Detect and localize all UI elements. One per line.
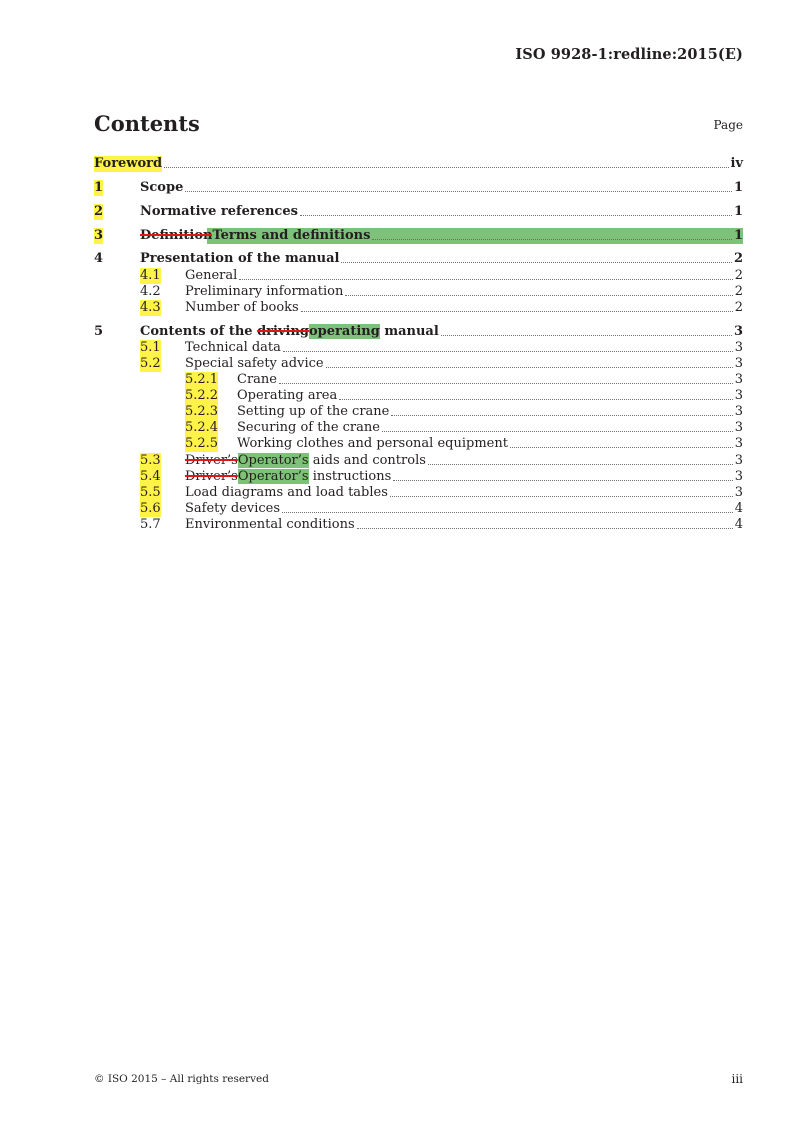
dot-leader [393,469,732,481]
title-fragment: Scope [140,180,184,195]
toc-entry-title [185,284,343,300]
toc-entry-title [185,517,355,533]
toc-entry-page: 3 [734,356,743,371]
toc-entry-title [185,453,426,469]
title-fragment: Securing of the crane [237,420,380,435]
toc-entry-number: 2 [94,204,104,219]
toc-entry[interactable] [94,453,743,469]
toc-entry[interactable] [94,420,743,436]
toc-entry-page: 2 [733,251,743,266]
toc-entry-content [185,469,743,485]
toc-entry-content [140,228,743,244]
toc-entry[interactable] [94,156,743,172]
toc-entry[interactable] [94,268,743,284]
document-id: ISO 9928-1:redline:2015(E) [515,46,743,63]
toc-entry[interactable] [94,356,743,372]
inserted-text: Operator’s [237,469,309,484]
toc-entry-page: 3 [734,485,743,500]
dot-leader [239,268,732,280]
toc-entry-title [237,388,337,404]
toc-entry-content [237,420,743,436]
toc-entry[interactable] [94,300,743,316]
title-fragment: Presentation of the manual [140,251,340,266]
toc-entry[interactable] [94,284,743,300]
toc-entry-number: 5.7 [140,517,161,532]
title-fragment: Crane [237,372,277,387]
toc-entry-title [185,268,237,284]
toc-entry-page: 3 [734,372,743,387]
toc-entry-title [140,251,339,267]
toc-entry-title [237,404,389,420]
toc-entry[interactable] [94,372,743,388]
inserted-text: Terms and definitions [212,228,371,243]
title-fragment: Preliminary information [185,284,344,299]
dot-leader [345,284,732,296]
toc-entry-title [185,469,391,485]
toc-entry-content [185,501,743,517]
toc-entry-number: 5.1 [140,340,161,355]
title-fragment: Special safety advice [185,356,324,371]
toc-entry[interactable] [94,324,743,340]
toc-entry[interactable] [94,251,743,267]
toc-entry-page: 2 [734,284,743,299]
page-number: iii [731,1072,743,1086]
toc-entry-page: 4 [734,501,743,516]
toc-entry-number: 5.2.5 [185,436,219,451]
dot-leader [510,436,733,448]
toc-entry-number: 3 [94,228,104,243]
dot-leader [283,340,733,352]
title-fragment: Working clothes and personal equipment [237,436,508,451]
toc-entry-number: 1 [94,180,104,195]
title-fragment: instructions [308,469,392,484]
deleted-text: driving [257,324,310,339]
dot-leader [391,404,732,416]
title-fragment: General [185,268,238,283]
toc-entry-title [140,204,298,220]
dot-leader [390,485,733,497]
dot-leader [357,517,733,529]
dot-leader [372,228,732,240]
toc-entry-content [140,324,743,340]
toc-entry[interactable] [94,228,743,244]
toc-entry[interactable] [94,388,743,404]
dot-leader [301,300,733,312]
toc-entry-page: 3 [733,324,743,339]
toc-entry[interactable] [94,501,743,517]
dot-leader [326,356,733,368]
title-fragment: Normative references [140,204,298,219]
toc-entry[interactable] [94,204,743,220]
dot-leader [279,372,733,384]
toc-entry-number: 5.3 [140,453,161,468]
title-fragment: Environmental conditions [185,517,355,532]
title-fragment: manual [379,324,439,339]
toc-entry-title [185,485,388,501]
toc-entry-title [140,228,370,244]
toc-entry-title [237,420,380,436]
toc-entry-number: 4.2 [140,284,161,299]
title-fragment: Contents of the [140,324,258,339]
toc-entry-content [237,388,743,404]
toc-entry[interactable] [94,469,743,485]
title-fragment: Safety devices [185,501,281,516]
inserted-text: operating [309,324,380,339]
toc-entry-content [140,180,743,196]
inserted-text: Operator’s [237,453,309,468]
toc-entry-number: 4.1 [140,268,161,283]
title-fragment: Number of books [185,300,299,315]
toc-entry-title [140,324,439,340]
toc-entry-title: Foreword [94,156,163,171]
toc-entry-title [185,340,281,356]
toc-entry-content [237,404,743,420]
toc-entry-page: 3 [734,340,743,355]
toc-entry-page: 1 [733,204,743,219]
toc-entry-page: 1 [733,180,743,195]
dot-leader [382,420,733,432]
toc-entry-page: 3 [734,436,743,451]
toc-entry-content [185,300,743,316]
toc-entry-title [185,356,324,372]
toc-entry-content [94,156,743,172]
toc-entry-content [140,204,743,220]
toc-entry-number: 5.2.1 [185,372,219,387]
toc-entry-page: 3 [734,404,743,419]
toc-entry[interactable] [94,340,743,356]
toc-entry-page: 4 [734,517,743,532]
toc-entry-title [185,300,299,316]
toc-entry-number: 5.4 [140,469,161,484]
toc-entry[interactable] [94,180,743,196]
toc-entry-content [185,356,743,372]
toc-entry-number: 4.3 [140,300,161,315]
deleted-text: Driver’s [185,453,238,468]
dot-leader [185,180,732,192]
dot-leader [339,388,732,400]
toc-entry-page: 3 [734,388,743,403]
toc-entry-number: 4 [94,251,104,266]
title-fragment: Setting up of the crane [237,404,390,419]
toc-entry[interactable] [94,436,743,452]
toc-entry-number: 5.6 [140,501,161,516]
toc-entry-title [185,501,280,517]
deleted-text: Definition [140,228,213,243]
toc-entry-page: 1 [733,228,743,243]
toc-entry-title [237,372,277,388]
toc-entry-content [185,453,743,469]
toc-entry[interactable] [94,404,743,420]
title-fragment: Operating area [237,388,338,403]
toc-entry-page: 3 [734,469,743,484]
toc-entry-content [185,485,743,501]
title-fragment: aids and controls [308,453,426,468]
title-fragment: Technical data [185,340,281,355]
toc-entry-page: 2 [734,300,743,315]
title-fragment: Load diagrams and load tables [185,485,388,500]
toc-entry-page: 3 [734,420,743,435]
toc-entry-number: 5.2.2 [185,388,219,403]
dot-leader [441,324,732,336]
toc-entry-number: 5.2.4 [185,420,219,435]
toc-entry[interactable] [94,485,743,501]
toc-entry-content [185,340,743,356]
dot-leader [164,156,728,168]
toc-entry[interactable] [94,517,743,533]
dot-leader [282,501,733,513]
toc-entry-title [140,180,183,196]
toc-entry-content [185,517,743,533]
toc-entry-page: 3 [734,453,743,468]
toc-entry-number: 5.2.3 [185,404,219,419]
dot-leader [428,453,733,465]
dot-leader [300,204,732,216]
toc-entry-content [237,436,743,452]
toc-entry-number: 5.2 [140,356,161,371]
toc-entry-content [237,372,743,388]
toc-entry-page: iv [730,156,743,171]
page-column-label: Page [713,118,743,132]
deleted-text: Driver’s [185,469,238,484]
toc-entry-page: 2 [734,268,743,283]
toc-entry-content [185,268,743,284]
dot-leader [341,251,732,263]
page-title: Contents [94,111,200,136]
toc-entry-content [140,251,743,267]
toc-entry-content [185,284,743,300]
toc-entry-number: 5 [94,324,104,339]
copyright-notice: © ISO 2015 – All rights reserved [94,1073,269,1085]
toc-entry-number: 5.5 [140,485,161,500]
toc-entry-title [237,436,508,452]
